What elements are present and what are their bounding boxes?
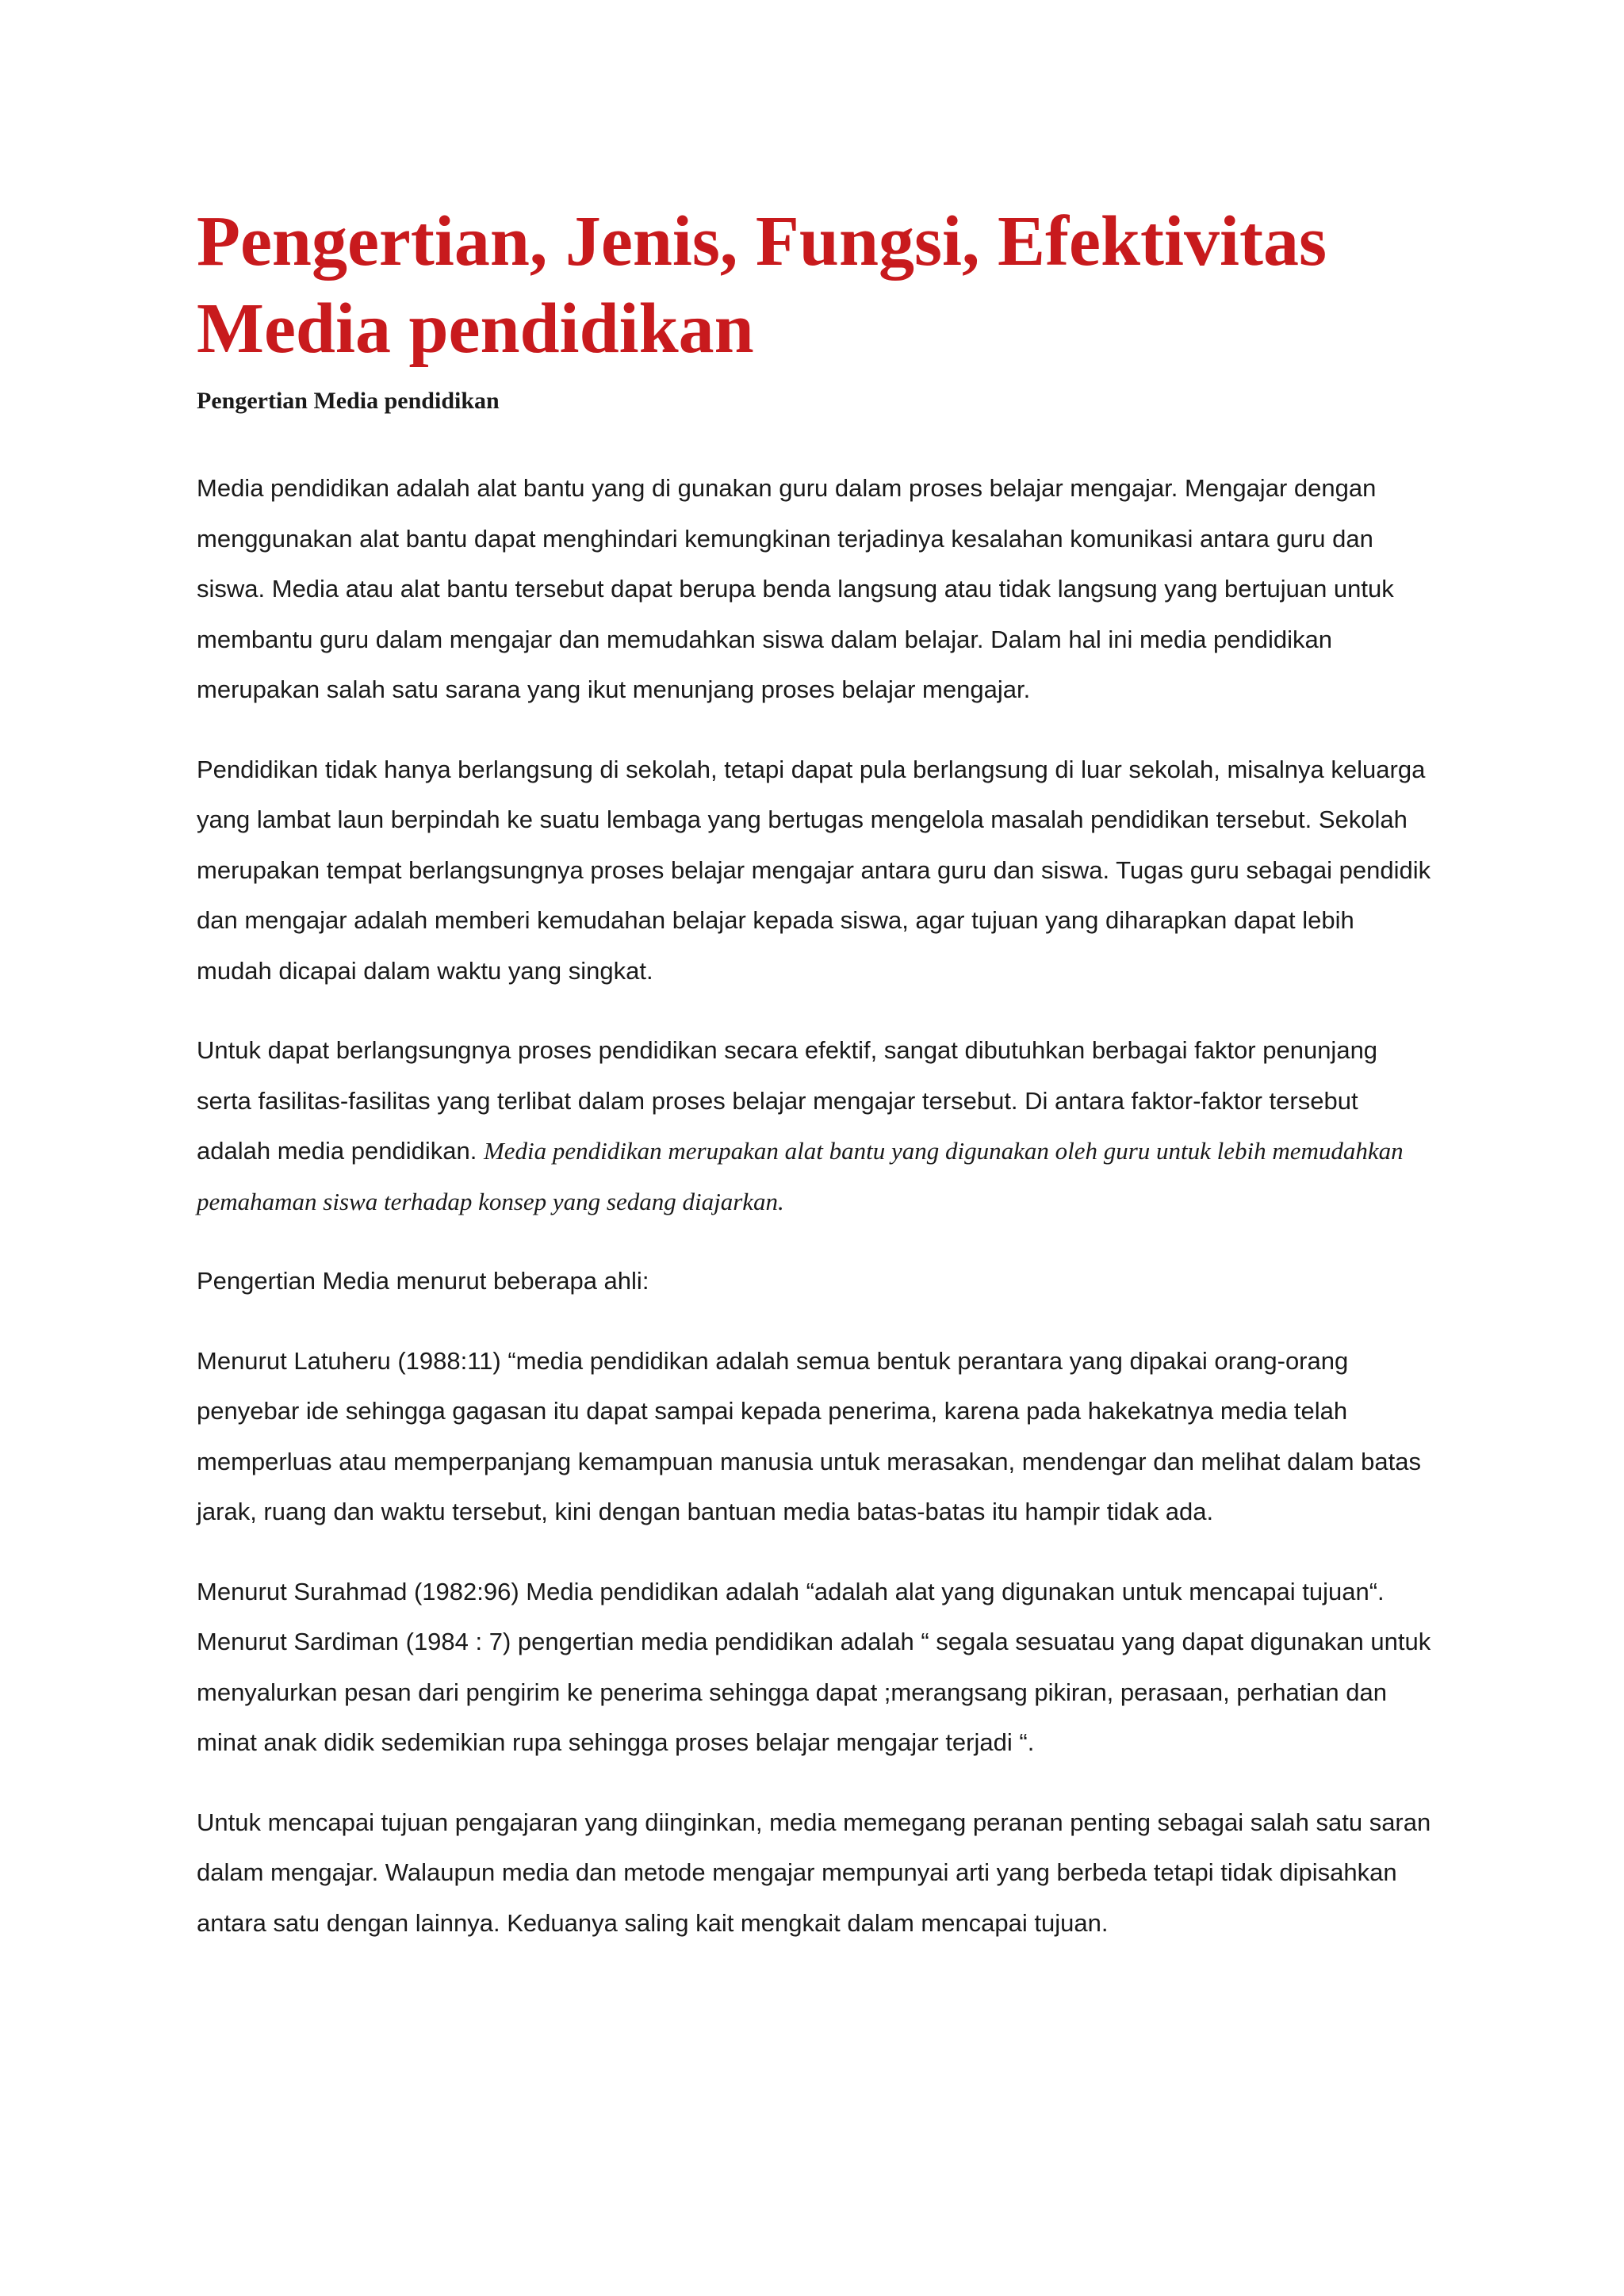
document-title: Pengertian, Jenis, Fungsi, Efektivitas Media pendidikan xyxy=(197,202,1327,368)
paragraph-education: Pendidikan tidak hanya berlangsung di sekolah, tetapi dapat pula berlangsung di luar sekolah, misalnya keluarga yang lambat laun berpindah ke suatu lembaga yang bertugas mengelola masalah pendidikan tersebut. Sekolah merupakan tempat berlangsungnya proses belajar mengajar antara guru dan siswa. Tugas guru sebagai pendidik dan mengajar adalah memberi kemudahan belajar kepada siswa, agar tujuan yang diharapkan dapat lebih mudah dicapai dalam waktu yang singkat. xyxy=(197,755,1431,985)
paragraph-final: Untuk mencapai tujuan pengajaran yang diinginkan, media memegang peranan penting sebagai salah satu saran dalam mengajar. Walaupun media dan metode mengajar mempunyai arti yang berbeda tetapi tidak dipisahkan antara satu dengan lainnya. Keduanya saling kait mengkait dalam mencapai tujuan. xyxy=(197,1808,1431,1937)
section-heading: Pengertian Media pendidikan xyxy=(197,388,500,414)
paragraph-definition: Media pendidikan adalah alat bantu yang di gunakan guru dalam proses belajar mengajar. Mengajar dengan menggunakan alat bantu dapat menghindari kemungkinan terjadinya kesalahan komunikasi antara guru dan siswa. Media atau alat bantu tersebut dapat berupa benda langsung atau tidak langsung yang bertujuan untuk membantu guru dalam mengajar dan memudahkan siswa dalam belajar. Dalam hal ini media pendidikan merupakan salah satu sarana yang ikut menunjang proses belajar mengajar. xyxy=(197,474,1394,703)
paragraph-latuheru: Menurut Latuheru (1988:11) “media pendidikan adalah semua bentuk perantara yang dipakai orang-orang penyebar ide sehingga gagasan itu dapat sampai kepada penerima, karena pada hakekatnya media telah memperluas atau memperpanjang kemampuan manusia untuk merasakan, mendengar dan melihat dalam batas jarak, ruang dan waktu tersebut, kini dengan bantuan media batas-batas itu hampir tidak ada. xyxy=(197,1346,1421,1525)
paragraph-surahmad: Menurut Surahmad (1982:96) Media pendidikan adalah “adalah alat yang digunakan untuk mencapai tujuan“. Menurut Sardiman (1984 : 7) pengertian media pendidikan adalah “ segala sesuatau yang dapat digunakan untuk menyalurkan pesan dari pengirim ke penerima sehingga dapat ;merangsang pikiran, perasaan, perhatian dan minat anak didik sedemikian rupa sehingga proses belajar mengajar terjadi “. xyxy=(197,1577,1431,1756)
paragraph-effective-process xyxy=(197,1025,1434,1226)
paragraph-effective-process-italic: Media pendidikan merupakan alat bantu yang digunakan oleh guru untuk lebih memudahkan pemahaman siswa terhadap konsep yang sedang diajarkan. xyxy=(197,1137,1404,1215)
document-content xyxy=(197,198,1434,1977)
experts-intro: Pengertian Media menurut beberapa ahli: xyxy=(197,1267,649,1295)
paragraph-effective-process-text: Untuk dapat berlangsungnya proses pendidikan secara efektif, sangat dibutuhkan berbagai faktor penunjang serta fasilitas-fasilitas yang terlibat dalam proses belajar mengajar tersebut. Di antara faktor-faktor tersebut adalah media pendidikan. xyxy=(197,1036,1378,1165)
